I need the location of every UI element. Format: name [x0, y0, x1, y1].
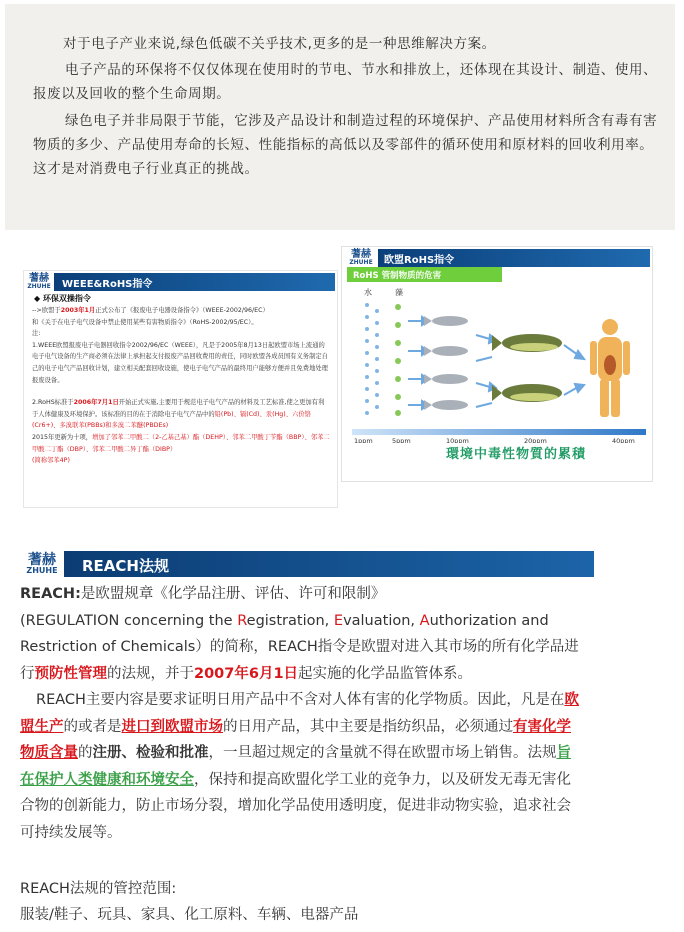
- reach-letter-a: A: [419, 612, 430, 629]
- reach-p2b: 的或者是: [63, 718, 122, 735]
- rohs-hazard-slide-image: [341, 246, 653, 482]
- algae-dots: [395, 304, 401, 416]
- rohs-substances: 铅(Pb)、镉(Cd)、汞(Hg)、六价铬(Cr6+)、多溴联苯(PBBs)和多溴二苯醚(PBDEs): [32, 410, 311, 430]
- reach-l3a: ction of Chemicals）的简称，REACH指令是欧盟对进入其市场的所有化学品进行: [20, 639, 579, 682]
- intro-section: [5, 4, 675, 230]
- algae-label: 藻: [395, 288, 403, 297]
- water-droplets: [365, 303, 379, 415]
- rohs-added-substances: 增加了邻苯二甲酸二（2-乙基己基）酯（DEHP）、邻苯二甲酸丁苄酯（BBP）、邻苯二甲酸二丁酯（DBP）、邻苯二甲酸二异丁酯（DIBP）: [32, 433, 330, 453]
- reach-letter-r: R: [237, 612, 247, 629]
- reach-aim: 旨在保护人类健康和环境安全: [20, 745, 571, 788]
- small-fish: [424, 316, 468, 410]
- reach-l3c: 起实施的化学品监管体系。: [298, 665, 473, 682]
- slide-title-bar: [54, 273, 335, 291]
- large-fish: [492, 334, 562, 402]
- rohs-banner: [347, 267, 502, 282]
- logo-en: ZHUHE: [349, 259, 373, 266]
- zhuhe-logo: [20, 549, 64, 579]
- rohs-para-a: 2.RoHS标准于: [32, 399, 74, 407]
- ppm-label-1: 1ppm: [354, 437, 373, 443]
- reach-title-bar: [64, 551, 594, 577]
- logo-cn: 蓍赫: [351, 249, 371, 260]
- weee-slide-subtitle: ◆ 环保双操指令: [34, 294, 91, 303]
- slide-title-bar: [378, 249, 650, 267]
- reach-p2h: ，保持和提高欧盟化学工业的竞争力，以及研发无毒无害化合物的创新能力，防止市场分裂，增加化学品使用透明度，促进非动物实验，追求社会可持续发展等。: [20, 771, 571, 841]
- intro-paragraph-2: 电子产品的环保将不仅仅体现在使用时的节电、节水和排放上，还体现在其设计、制造、使用、报废以及回收的整个生命周期。: [33, 62, 658, 102]
- human-figure: [590, 319, 630, 417]
- zhuhe-logo: [24, 271, 54, 293]
- weee-slide-body: [32, 305, 330, 467]
- reach-eu-production: 欧盟生产: [20, 692, 579, 735]
- water-label: 水: [364, 288, 372, 297]
- rohs-slide-title: 欧盟RoHS指令: [384, 255, 455, 266]
- ppm-label-20: 20ppm: [524, 437, 547, 443]
- reach-l2b: egistration,: [246, 612, 334, 629]
- reach-scope-title: REACH法规的管控范围:: [20, 881, 177, 897]
- reach-p2d: 的: [78, 745, 93, 761]
- logo-en: ZHUHE: [27, 283, 51, 290]
- reach-l3b: 的法规，并于: [107, 665, 194, 682]
- reach-l2a: (REGULATION concerning the: [20, 612, 238, 629]
- reach-letter-e: E: [333, 612, 344, 629]
- weee-para1: 1.WEEE欧盟报废电子电器回收指令2002/96/EC（WEEE），凡是于2005年8月13日起欧盟市场上流通的电子电气设备的生产商必须在法律上承担起支付报废产品回收费用的责任，同时欧盟各成员国有义务制定自己的电子电气产品回收计划，建立相关配套回收设施，使电子电气产品的最终用户能够方便并且免费地处理报废设备。: [32, 341, 328, 384]
- zhuhe-logo: [344, 247, 378, 269]
- rohs-para-c: 2015年更新为十项，: [32, 433, 93, 441]
- concentration-scale: [352, 429, 646, 435]
- logo-cn: 蓍赫: [29, 273, 49, 284]
- reach-section: [20, 581, 580, 846]
- reach-registration: 注册、检验和批准: [92, 745, 209, 761]
- ppm-label-5: 5ppm: [392, 437, 411, 443]
- rohs-caption: 環境中毒性物質的累積: [446, 447, 587, 462]
- intro-paragraph-1: 对于电子产业来说,绿色低碳不关乎技术,更多的是一种思维解决方案。: [63, 36, 496, 52]
- weee-date-2003: 2003年1月: [60, 307, 96, 314]
- reach-p2c: 的日用产品，其中主要是指纺织品，必须通过: [223, 718, 513, 735]
- reach-hazardous-content: 有害化学物质含量: [20, 718, 571, 761]
- weee-line1a: -->欧盟于: [32, 307, 61, 314]
- reach-paragraph-2: [20, 687, 580, 846]
- weee-line2: 和《关于在电子电气设备中禁止使用某些有害物质指令》（RoHS-2002/95/EC）。: [32, 318, 258, 326]
- reach-paragraph-1: [20, 581, 580, 687]
- weee-rohs-slide-image: [23, 270, 338, 508]
- ppm-label-40: 40ppm: [612, 437, 635, 443]
- rohs-banner-text: RoHS 管制物质的危害: [353, 271, 442, 281]
- reach-scope-items: 服装/鞋子、玩具、家具、化工原料、车辆、电器产品: [20, 907, 359, 923]
- reach-title: REACH法规: [82, 557, 169, 575]
- reach-l2d: uthorization and Restri: [20, 612, 549, 655]
- ppm-label-10: 10ppm: [446, 437, 469, 443]
- reach-date-2007: 2007年6月1日: [194, 665, 299, 682]
- reach-p2a: REACH主要内容是要求证明日用产品中不含对人体有害的化学物质。因此，凡是在: [36, 692, 565, 708]
- reach-l2c: valuation,: [343, 612, 420, 629]
- reach-p2f: ，一旦超过规定的含量就不得在欧盟市场上销售。法规: [208, 745, 557, 761]
- reach-preventive: 预防性管理: [34, 665, 107, 682]
- reach-header: [20, 549, 594, 579]
- bioaccumulation-illustration: [342, 283, 652, 443]
- rohs-note: (简称邻苯4P): [32, 457, 70, 465]
- reach-label: REACH:: [20, 586, 81, 602]
- logo-cn: 蓍赫: [28, 552, 56, 568]
- weee-note-label: 注:: [32, 330, 41, 338]
- rohs-date-2006: 2006年7月1日: [73, 399, 119, 407]
- weee-slide-title: WEEE&RoHS指令: [62, 279, 153, 290]
- reach-eu-import: 进口到欧盟市场: [121, 718, 223, 735]
- rohs-para-b: 开始正式实施,主要用于规范电子电气产品的材料及工艺标准,使之更加有利于人体健康及环境保护。该标准的目的在于消除电子电气产品中的: [32, 399, 325, 418]
- reach-scope: [20, 876, 358, 928]
- logo-en: ZHUHE: [26, 566, 58, 575]
- reach-l1b: 是欧盟规章《化学品注册、评估、许可和限制》: [80, 586, 386, 602]
- weee-line1b: 正式公布了《报废电子电器设备指令》（WEEE-2002/96/EC）: [95, 307, 269, 314]
- intro-paragraph-3: 绿色电子并非局限于节能，它涉及产品设计和制造过程的环境保护、产品使用材料所含有毒有害物质的多少、产品使用寿命的长短、性能指标的高低以及零部件的循环使用和原材料的回收利用率。这才是对消费电子行业真正的挑战。: [33, 113, 658, 177]
